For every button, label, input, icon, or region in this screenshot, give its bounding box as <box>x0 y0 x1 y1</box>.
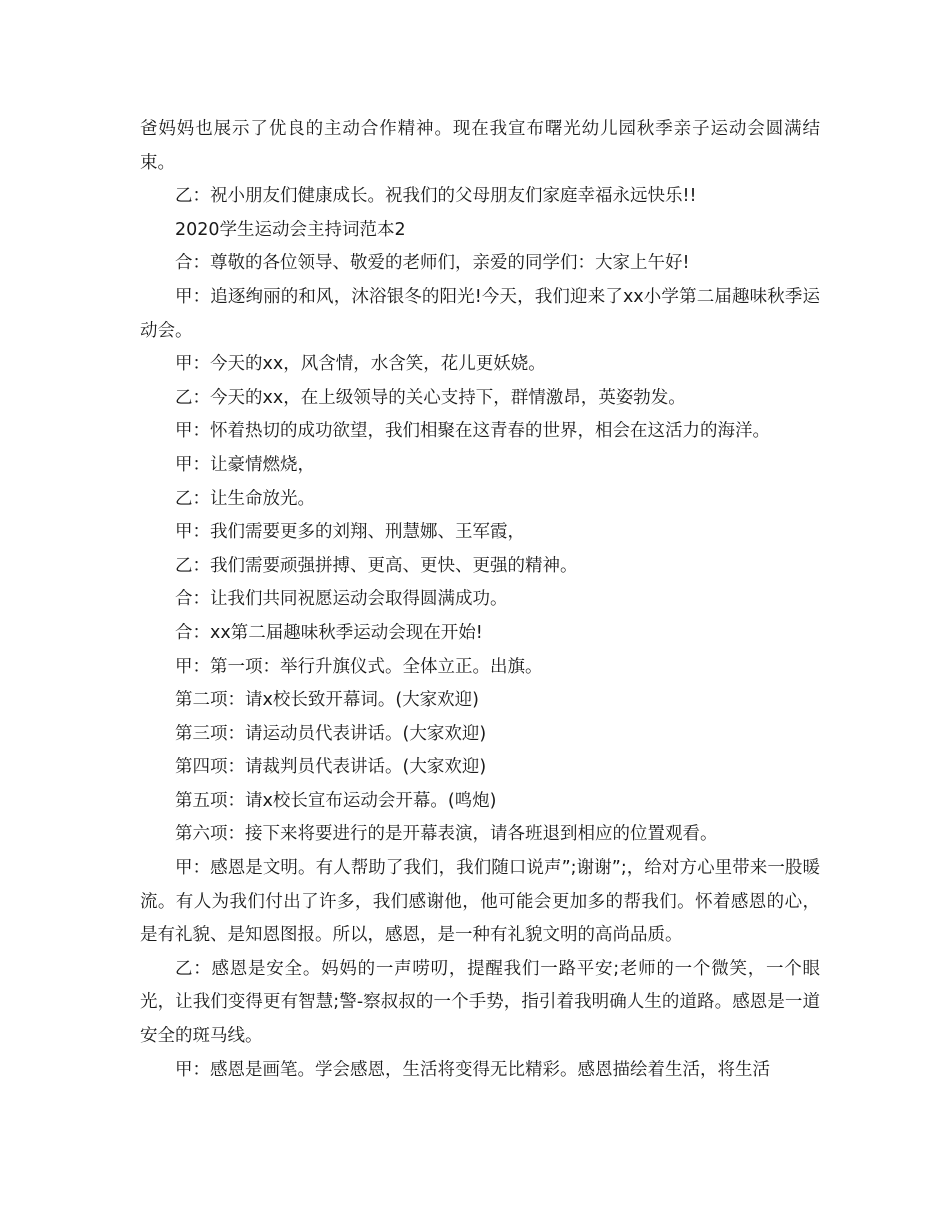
section-heading: 2020学生运动会主持词范本2 <box>175 219 406 240</box>
paragraph: 甲：感恩是画笔。学会感恩，生活将变得无比精彩。感恩描绘着生活，将生活 <box>175 1059 770 1080</box>
paragraph: 甲：我们需要更多的刘翔、刑慧娜、王军霞， <box>175 522 525 543</box>
paragraph: 乙：我们需要顽强拼搏、更高、更快、更强的精神。 <box>175 555 578 576</box>
paragraph: 第三项：请运动员代表讲话。(大家欢迎) <box>175 723 487 744</box>
paragraph: 乙：祝小朋友们健康成长。祝我们的父母朋友们家庭幸福永远快乐!! <box>175 186 697 207</box>
paragraph: 第四项：请裁判员代表讲话。(大家欢迎) <box>175 757 487 778</box>
paragraph: 乙：让生命放光。 <box>175 488 315 509</box>
paragraph: 甲：感恩是文明。有人帮助了我们，我们随口说声”;谢谢”;，给对方心里带来一股暖流。有人为我们付出了许多，我们感谢他，他可能会更加多的帮我们。怀着感恩的心，是有礼貌、是知恩图报。所以，感恩，是一种有礼貌文明的高尚品质。 <box>140 858 820 946</box>
paragraph: 甲：今天的xx，风含情，水含笑，花儿更妖娆。 <box>175 354 546 375</box>
paragraph: 合：xx第二届趣味秋季运动会现在开始! <box>175 622 483 643</box>
paragraph: 第二项：请x校长致开幕词。(大家欢迎) <box>175 690 480 711</box>
paragraph: 甲：追逐绚丽的和风，沐浴银冬的阳光!今天，我们迎来了xx小学第二届趣味秋季运动会。 <box>140 286 820 341</box>
document-body <box>140 113 820 1087</box>
paragraph: 甲：第一项：举行升旗仪式。全体立正。出旗。 <box>175 656 543 677</box>
paragraph: 合：让我们共同祝愿运动会取得圆满成功。 <box>175 589 508 610</box>
paragraph: 合：尊敬的各位领导、敬爱的老师们，亲爱的同学们：大家上午好! <box>175 253 690 274</box>
paragraph: 乙：感恩是安全。妈妈的一声唠叨，提醒我们一路平安;老师的一个微笑，一个眼光，让我们变得更有智慧;警-察叔叔的一个手势，指引着我明确人生的道路。感恩是一道安全的斑马线。 <box>140 958 820 1047</box>
paragraph: 第六项：接下来将要进行的是开幕表演，请各班退到相应的位置观看。 <box>175 824 718 845</box>
paragraph: 甲：让豪情燃烧， <box>175 454 315 475</box>
paragraph: 第五项：请x校长宣布运动会开幕。(鸣炮) <box>175 790 497 811</box>
paragraph: 爸妈妈也展示了优良的主动合作精神。现在我宣布曙光幼儿园秋季亲子运动会圆满结束。 <box>140 119 820 173</box>
paragraph: 乙：今天的xx，在上级领导的关心支持下，群情激昂，英姿勃发。 <box>175 387 686 408</box>
paragraph: 甲：怀着热切的成功欲望，我们相聚在这青春的世界，相会在这活力的海洋。 <box>175 421 770 442</box>
